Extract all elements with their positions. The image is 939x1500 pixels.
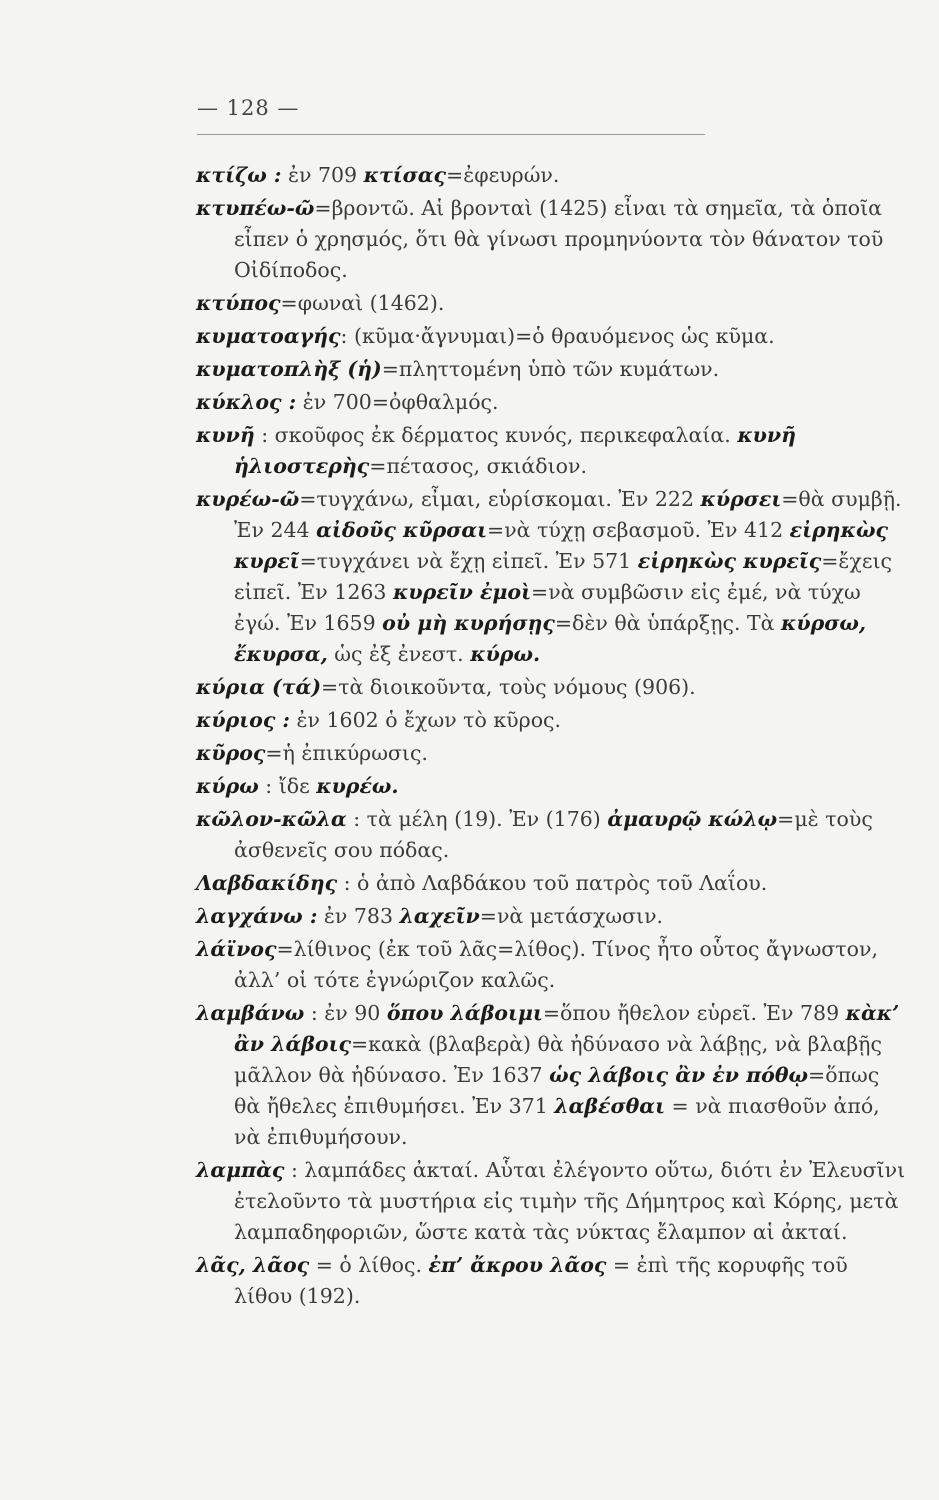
- entry-text: =νὰ μετάσχωσιν.: [479, 904, 664, 928]
- entry-headword: λαμβάνω: [196, 1001, 305, 1025]
- entry-headword: κύριος :: [196, 708, 291, 732]
- glossary-entry: [196, 354, 906, 385]
- entry-text: : ὁ ἀπὸ Λαβδάκου τοῦ πατρὸς τοῦ Λαΐου.: [337, 871, 768, 895]
- entry-text: =ὅπως θὰ ἤθελες ἐπιθυμήσει. Ἐν 371: [234, 1063, 880, 1118]
- entry-text: =πληττομένη ὑπὸ τῶν κυμάτων.: [381, 357, 720, 381]
- entry-headword: κτίσας: [363, 163, 447, 187]
- entry-headword: κυματοαγής: [196, 324, 341, 348]
- glossary-entry: [196, 288, 906, 319]
- glossary-entry: [196, 804, 906, 866]
- entry-text: =βροντῶ. Αἱ βρονταὶ (1425) εἶναι τὰ σημεῖα, τὰ ὁποῖα εἶπεν ὁ χρησμός, ὅτι θὰ γίνωσι προμηνύοντα τὸν θάνατον τοῦ Οἰδίποδος.: [234, 196, 884, 282]
- glossary-entry: [196, 705, 906, 736]
- glossary-entry: [196, 1155, 906, 1248]
- glossary-entry: [196, 934, 906, 996]
- entry-text: = ὁ λίθος.: [309, 1253, 429, 1277]
- entry-headword: κύκλος :: [196, 390, 297, 414]
- entry-headword: Λαβδακίδης: [196, 871, 338, 895]
- glossary-entries: [196, 160, 906, 1314]
- entry-text: : λαμπάδες ἀκταί. Αὗται ἐλέγοντο οὕτω, διότι ἐν Ἐλευσῖνι ἐτελοῦντο τὰ μυστήρια εἰς τιμὴν τῆς Δήμητρος καὶ Κόρης, μετὰ λαμπαδηφοριῶν, ὥστε κατὰ τὰς νύκτας ἔλαμπον αἱ ἀκταί.: [234, 1158, 906, 1244]
- entry-headword: κυνῆ: [196, 423, 255, 447]
- entry-headword: κυρέω-ῶ: [196, 487, 300, 511]
- entry-text: = ἐπὶ τῆς κορυφῆς τοῦ λίθου (192).: [234, 1253, 848, 1308]
- entry-headword: λαβέσθαι: [554, 1094, 665, 1118]
- entry-text: : ἐν 90: [304, 1001, 387, 1025]
- entry-headword: κύρια (τά): [196, 675, 322, 699]
- entry-text: = νὰ πιασθοῦν ἀπό, νὰ ἐπιθυμήσουν.: [234, 1094, 880, 1149]
- entry-headword: κυνῆ ἡλιοστερὴς: [234, 423, 797, 478]
- glossary-entry: [196, 672, 906, 703]
- glossary-entry: [196, 420, 906, 482]
- entry-text: =θὰ συμβῇ. Ἐν 244: [234, 487, 902, 542]
- glossary-entry: [196, 771, 906, 802]
- entry-text: =ἡ ἐπικύρωσις.: [265, 741, 428, 765]
- glossary-entry: [196, 321, 906, 352]
- entry-headword: κυρεῖν ἐμοὶ: [392, 580, 532, 604]
- entry-headword: λάϊνος: [196, 937, 277, 961]
- entry-text: ἐν 1602 ὁ ἔχων τὸ κῦρος.: [290, 708, 562, 732]
- header-rule: [197, 134, 705, 135]
- entry-headword: κτυπέω-ῶ: [196, 196, 315, 220]
- entry-headword: λαχεῖν: [399, 904, 480, 928]
- glossary-entry: [196, 868, 906, 899]
- entry-headword: κύρσω, ἔκυρσα,: [234, 611, 867, 666]
- entry-headword: ὅπου λάβοιμι: [386, 1001, 543, 1025]
- entry-text: =πέτασος, σκιάδιον.: [369, 454, 587, 478]
- glossary-entry: [196, 901, 906, 932]
- entry-text: =τὰ διοικοῦντα, τοὺς νόμους (906).: [321, 675, 696, 699]
- entry-text: =ἐφευρών.: [446, 163, 560, 187]
- entry-headword: κτίζω :: [196, 163, 282, 187]
- entry-headword: κυματοπλὴξ (ἡ): [196, 357, 382, 381]
- entry-headword: κύρσει: [700, 487, 782, 511]
- entry-headword: εἰρηκὼς κυρεῖς: [637, 549, 822, 573]
- entry-text: : σκοῦφος ἐκ δέρματος κυνός, περικεφαλαία.: [254, 423, 738, 447]
- entry-text: =νὰ συμβῶσιν εἰς ἐμέ, νὰ τύχω ἐγώ. Ἐν 1659: [234, 580, 861, 635]
- entry-text: =λίθινος (ἐκ τοῦ λᾶς=λίθος). Τίνος ἦτο οὗτος ἄγνωστον, ἀλλ’ οἱ τότε ἐγνώριζον καλῶς.: [234, 937, 878, 992]
- glossary-entry: [196, 193, 906, 286]
- glossary-entry: [196, 998, 906, 1153]
- entry-text: =δὲν θὰ ὑπάρξῃς. Τὰ: [554, 611, 782, 635]
- entry-headword: κύρω.: [470, 642, 541, 666]
- entry-text: ἐν 709: [281, 163, 364, 187]
- entry-headword: λαγχάνω :: [196, 904, 318, 928]
- entry-headword: κῦρος: [196, 741, 266, 765]
- glossary-entry: [196, 738, 906, 769]
- entry-text: =μὲ τοὺς ἀσθενεῖς σου πόδας.: [234, 807, 873, 862]
- entry-text: =νὰ τύχῃ σεβασμοῦ. Ἐν 412: [487, 518, 790, 542]
- entry-text: : (κῦμα·ἄγνυμαι)=ὁ θραυόμενος ὡς κῦμα.: [340, 324, 775, 348]
- entry-text: =φωναὶ (1462).: [280, 291, 445, 315]
- entry-headword: κτύπος: [196, 291, 281, 315]
- page-number-header: — 128 —: [197, 96, 300, 120]
- entry-headword: κυρέω.: [316, 774, 399, 798]
- entry-headword: ἐπ’ ἄκρου λᾶος: [428, 1253, 607, 1277]
- glossary-entry: [196, 160, 906, 191]
- entry-text: =τυγχάνει νὰ ἔχῃ εἰπεῖ. Ἐν 571: [299, 549, 638, 573]
- entry-headword: κύρω: [196, 774, 259, 798]
- entry-headword: ὡς λάβοις ἂν ἐν πόθῳ: [549, 1063, 809, 1087]
- entry-text: ἐν 700=ὀφθαλμός.: [296, 390, 499, 414]
- entry-text: =κακὰ (βλαβερὰ) θὰ ἠδύνασο νὰ λάβῃς, νὰ βλαβῇς μᾶλλον θὰ ἠδύνασο. Ἐν 1637: [234, 1032, 882, 1087]
- entry-headword: οὐ μὴ κυρήσῃς: [382, 611, 555, 635]
- entry-text: : ἴδε: [258, 774, 317, 798]
- entry-text: ἐν 783: [317, 904, 400, 928]
- glossary-entry: [196, 484, 906, 670]
- entry-headword: εἰρηκὼς κυρεῖ: [234, 518, 888, 573]
- entry-headword: κὰκ’ ἂν λάβοις: [234, 1001, 900, 1056]
- entry-text: ὡς ἐξ ἐνεστ.: [327, 642, 471, 666]
- entry-text: =ἔχεις εἰπεῖ. Ἐν 1263: [234, 549, 892, 604]
- entry-text: : τὰ μέλη (19). Ἐν (176): [346, 807, 608, 831]
- entry-headword: λᾶς, λᾶος: [196, 1253, 310, 1277]
- entry-headword: λαμπὰς: [196, 1158, 285, 1182]
- entry-headword: αἰδοῦς κῦρσαι: [316, 518, 488, 542]
- glossary-entry: [196, 1250, 906, 1312]
- glossary-entry: [196, 387, 906, 418]
- entry-text: =ὅπου ἤθελον εὑρεῖ. Ἐν 789: [542, 1001, 846, 1025]
- entry-text: =τυγχάνω, εἶμαι, εὑρίσκομαι. Ἐν 222: [299, 487, 701, 511]
- entry-headword: ἀμαυρῷ κώλῳ: [607, 807, 778, 831]
- entry-headword: κῶλον-κῶλα: [196, 807, 347, 831]
